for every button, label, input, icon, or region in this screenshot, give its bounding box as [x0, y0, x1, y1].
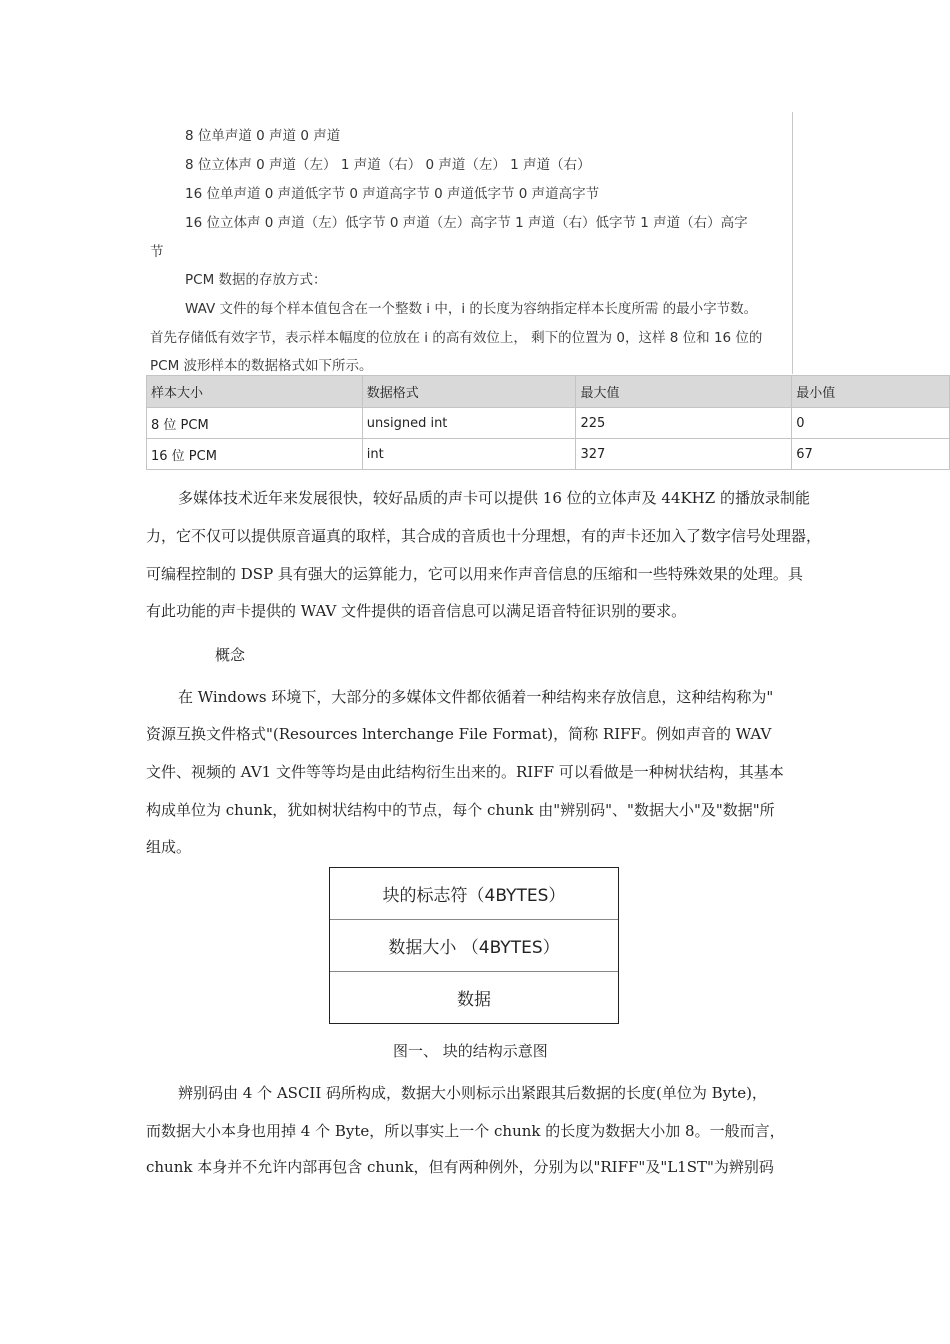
para3-line-3: chunk 本身并不允许内部再包含 chunk，但有两种例外，分别为以"RIFF"及"L1ST"为辨别码	[146, 1158, 774, 1176]
figure-caption: 图一、 块的结构示意图	[393, 1042, 548, 1060]
table-cell: 327	[576, 439, 792, 470]
section-heading: 概念	[215, 646, 246, 664]
table-cell: 225	[576, 408, 792, 439]
para1-line-4: 有此功能的声卡提供的 WAV 文件提供的语音信息可以满足语音特征识别的要求。	[146, 602, 687, 620]
table-cell: 67	[792, 439, 950, 470]
col-header-data-format: 数据格式	[362, 376, 576, 408]
para1-line-2: 力，它不仅可以提供原音逼真的取样，其合成的音质也十分理想，有的声卡还加入了数字信号处理器，	[146, 527, 822, 545]
para2-line-2: 资源互换文件格式"(Resources lnterchange File Format)，简称 RIFF。例如声音的 WAV	[146, 725, 772, 743]
table-row	[147, 439, 950, 470]
chunk-size-cell: 数据大小 （4BYTES）	[330, 920, 618, 972]
table-row	[147, 408, 950, 439]
chunk-structure-diagram	[329, 867, 619, 1024]
channel-line-16bit-stereo: 16 位立体声 0 声道（左）低字节 0 声道（左）高字节 1 声道（右）低字节 1 声道（右）高字	[185, 215, 748, 231]
pcm-desc-line-2: 首先存储低有效字节，表示样本幅度的位放在 i 的高有效位上， 剩下的位置为 0，这样 8 位和 16 位的	[150, 330, 763, 346]
para2-line-1: 在 Windows 环境下，大部分的多媒体文件都依循着一种结构来存放信息，这种结构称为"	[178, 688, 774, 706]
para1-line-1: 多媒体技术近年来发展很快，较好品质的声卡可以提供 16 位的立体声及 44KHZ 的播放录制能	[178, 489, 810, 507]
table-cell: 0	[792, 408, 950, 439]
table-cell: unsigned int	[362, 408, 576, 439]
para2-line-3: 文件、视频的 AV1 文件等等均是由此结构衍生出来的。RIFF 可以看做是一种树状结构，其基本	[146, 763, 784, 781]
channel-line-8bit-stereo: 8 位立体声 0 声道（左） 1 声道（右） 0 声道（左） 1 声道（右）	[185, 157, 591, 173]
pcm-desc-line-1: WAV 文件的每个样本值包含在一个整数 i 中，i 的长度为容纳指定样本长度所需 的最小字节数。	[185, 301, 758, 317]
channel-line-8bit-mono: 8 位单声道 0 声道 0 声道	[185, 128, 341, 144]
chunk-id-cell: 块的标志符（4BYTES）	[330, 868, 618, 920]
col-header-min: 最小值	[792, 376, 950, 408]
table-cell: int	[362, 439, 576, 470]
table-header-row	[147, 376, 950, 408]
table-cell: 8 位 PCM	[147, 408, 363, 439]
table-cell: 16 位 PCM	[147, 439, 363, 470]
channel-line-wrap: 节	[150, 244, 164, 260]
para3-line-2: 而数据大小本身也用掉 4 个 Byte，所以事实上一个 chunk 的长度为数据大小加 8。一般而言，	[146, 1122, 785, 1140]
para2-line-4: 构成单位为 chunk，犹如树状结构中的节点，每个 chunk 由"辨别码"、"数据大小"及"数据"所	[146, 801, 775, 819]
para2-line-5: 组成。	[146, 838, 192, 856]
pcm-storage-title: PCM 数据的存放方式：	[185, 272, 327, 288]
para1-line-3: 可编程控制的 DSP 具有强大的运算能力，它可以用来作声音信息的压缩和一些特殊效果的处理。具	[146, 565, 803, 583]
channel-line-16bit-mono: 16 位单声道 0 声道低字节 0 声道高字节 0 声道低字节 0 声道高字节	[185, 186, 600, 202]
para3-line-1: 辨别码由 4 个 ASCII 码所构成，数据大小则标示出紧跟其后数据的长度(单位为 Byte)，	[178, 1084, 767, 1102]
chunk-data-cell: 数据	[457, 990, 491, 1010]
pcm-desc-line-3: PCM 波形样本的数据格式如下所示。	[150, 358, 373, 374]
col-header-sample-size: 样本大小	[147, 376, 363, 408]
pcm-format-table	[146, 375, 950, 470]
col-header-max: 最大值	[576, 376, 792, 408]
